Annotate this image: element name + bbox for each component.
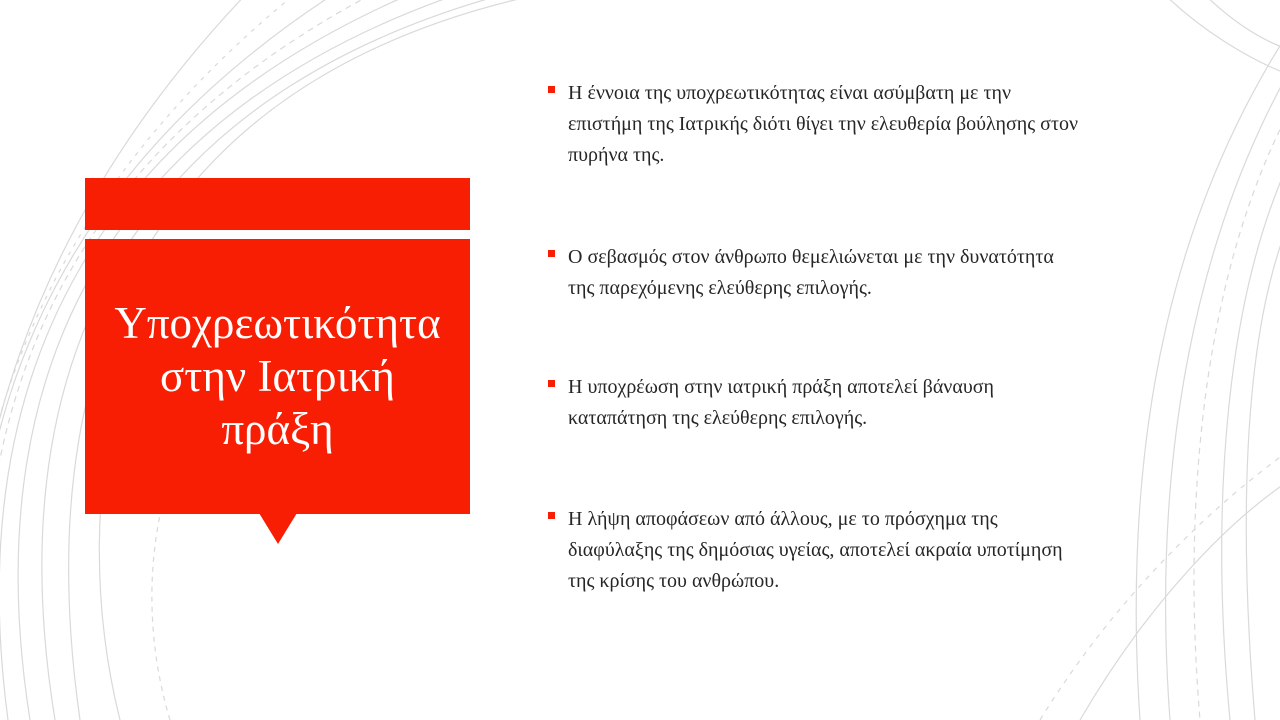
square-bullet-icon xyxy=(548,380,555,387)
title-accent-bar xyxy=(85,178,470,230)
bullet-line: επιστήμη της Ιατρικής διότι θίγει την ελευθερία βούλησης στον xyxy=(568,113,1079,135)
bullet-line: Η έννοια της υποχρεωτικότητας είναι ασύμβατη με την xyxy=(568,82,1011,104)
bullet-line: της παρεχόμενης ελεύθερης επιλογής. xyxy=(568,277,872,299)
title-callout-pointer xyxy=(259,513,297,544)
slide-title-line: πράξη xyxy=(221,404,334,454)
bullet-text xyxy=(568,78,1198,171)
bullet-line: Ο σεβασμός στον άνθρωπο θεμελιώνεται με την δυνατότητα xyxy=(568,246,1054,268)
title-box xyxy=(85,239,470,514)
bullet-text xyxy=(568,242,1198,304)
bullet-line: διαφύλαξης της δημόσιας υγείας, αποτελεί ακραία υποτίμηση xyxy=(568,539,1063,561)
slide-title-line: Υποχρεωτικότητα xyxy=(114,298,441,348)
square-bullet-icon xyxy=(548,250,555,257)
bullet-text xyxy=(568,372,1198,434)
square-bullet-icon xyxy=(548,512,555,519)
bullet-line: πυρήνα της. xyxy=(568,144,665,166)
bullet-line: της κρίσης του ανθρώπου. xyxy=(568,570,780,592)
bullet-item xyxy=(548,504,1198,597)
square-bullet-icon xyxy=(548,86,555,93)
slide-title-line: στην Ιατρική xyxy=(160,351,395,401)
bullet-line: καταπάτηση της ελεύθερης επιλογής. xyxy=(568,407,868,429)
slide-title xyxy=(108,297,446,456)
bullet-item xyxy=(548,242,1198,304)
bullet-item xyxy=(548,78,1198,171)
bullet-text xyxy=(568,504,1198,597)
bullet-item xyxy=(548,372,1198,434)
bullet-line: Η υποχρέωση στην ιατρική πράξη αποτελεί βάναυση xyxy=(568,376,994,398)
bullet-line: Η λήψη αποφάσεων από άλλους, με το πρόσχημα της xyxy=(568,508,998,530)
